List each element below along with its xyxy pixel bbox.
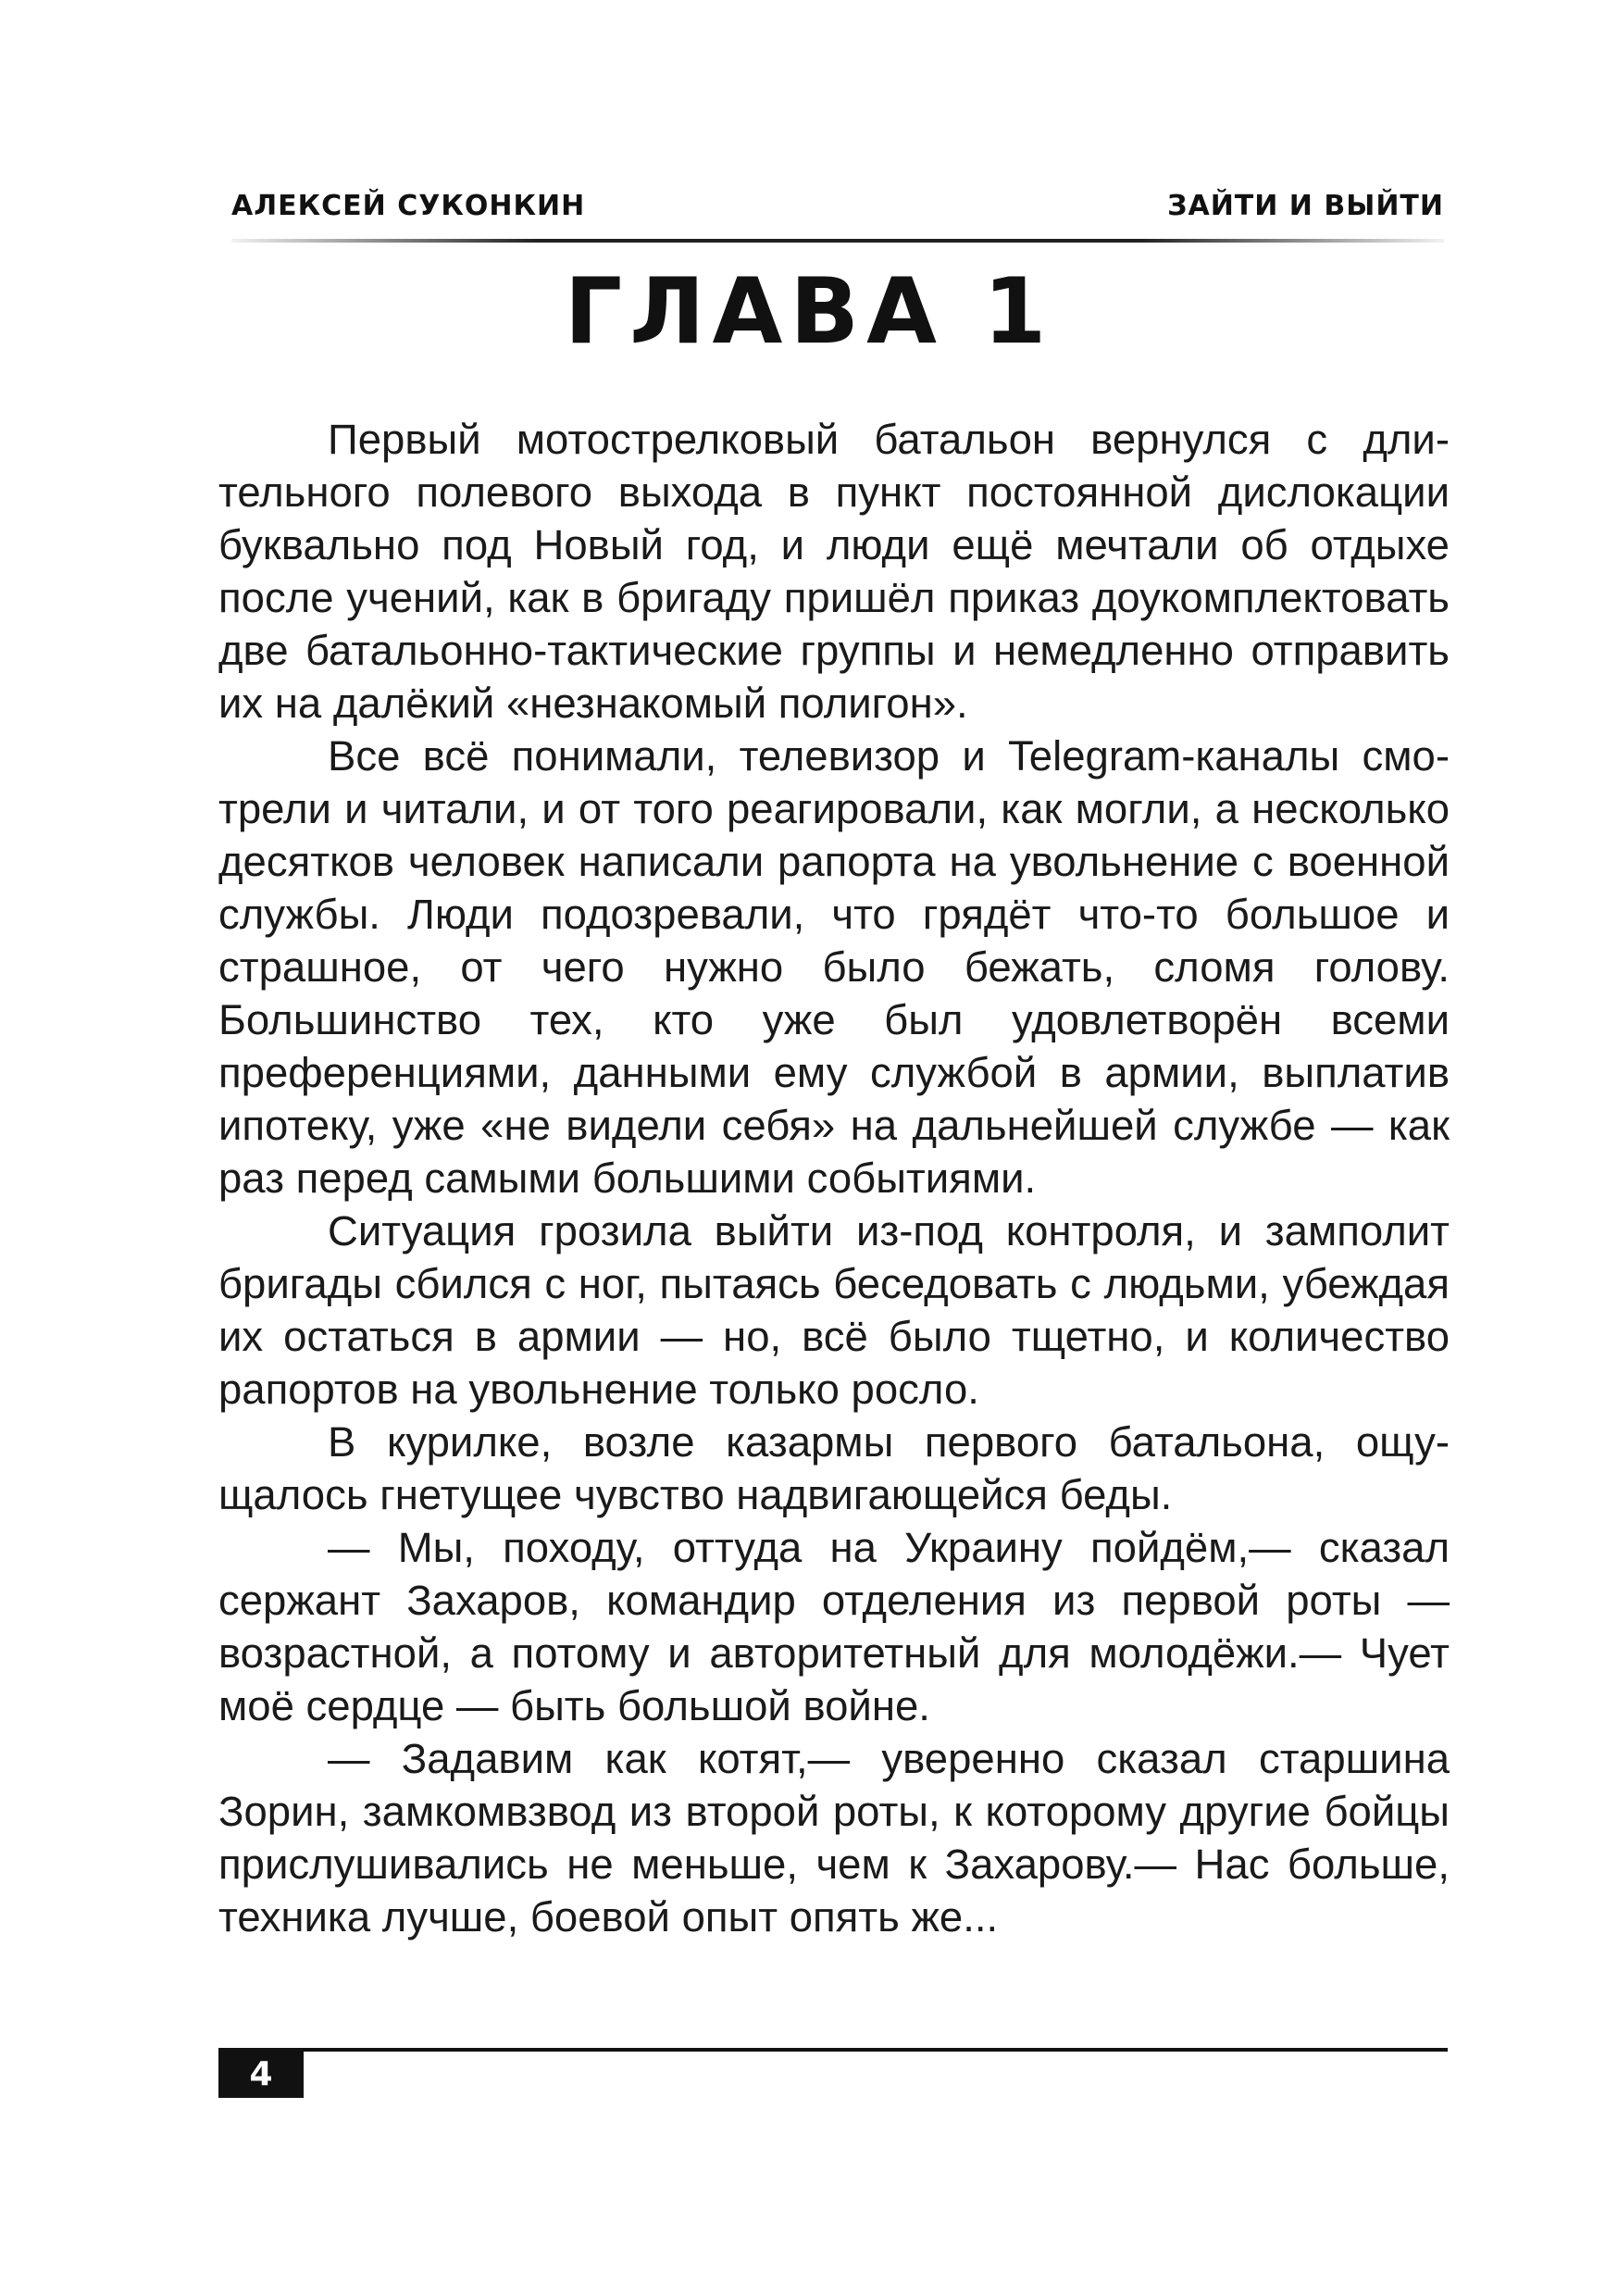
page-number: 4 xyxy=(249,2055,273,2093)
paragraph-6: — Задавим как котят,— уверенно сказал старшина Зорин, замкомвзвод из второй роты, к которому другие бойцы прислушивались не меньше, чем к Захарову.— Нас больше, техника лучше, боевой опыт опять же... xyxy=(218,1735,1450,1940)
footer-divider xyxy=(218,2048,1448,2052)
paragraph-1: Первый мотострелковый батальон вернулся с длительного полевого выхода в пункт постоянной дислокации буквально под Новый год, и люди ещё мечтали об отдыхе после учений, как в бригаду пришёл приказ доукомплектовать две батальонно-тактические группы и немедленно отправить их на далёкий «незнакомый полигон». xyxy=(218,416,1450,727)
paragraph-5: — Мы, походу, оттуда на Украину пойдём,— сказал сержант Захаров, командир отделения из первой роты — возрастной, а потому и авторитетный для молодёжи.— Чует моё сердце — быть большой войне. xyxy=(218,1524,1450,1729)
page-number-badge xyxy=(218,2052,304,2098)
header-divider xyxy=(231,239,1444,243)
body-text xyxy=(218,413,1450,1943)
running-header xyxy=(231,190,1444,222)
header-book-title: ЗАЙТИ И ВЫЙТИ xyxy=(1167,190,1444,222)
paragraph-4: В курилке, возле казармы первого батальона, ощущалось гнетущее чувство надвигающейся беды. xyxy=(218,1418,1450,1518)
header-author: АЛЕКСЕЙ СУКОНКИН xyxy=(231,190,586,222)
paragraph-3: Ситуация грозила выйти из-под контроля, и замполит бригады сбился с ног, пытаясь беседовать с людьми, убеждая их остаться в армии — но, всё было тщетно, и количество рапортов на увольнение только росло. xyxy=(218,1207,1450,1413)
chapter-title: ГЛАВА 1 xyxy=(564,259,1054,365)
paragraph-2: Все всё понимали, телевизор и Telegram-каналы смотрели и читали, и от того реагировали, как могли, а несколько десятков человек написали рапорта на увольнение с военной службы. Люди подозревали, что грядёт что-то большое и страшное, от чего нужно было бежать, сломя голову. Большинство тех, кто уже был удовлетворён всеми преференциями, данными ему службой в армии, выплатив ипотеку, уже «не видели себя» на дальнейшей службе — как раз перед самыми большими событиями. xyxy=(218,732,1450,1202)
